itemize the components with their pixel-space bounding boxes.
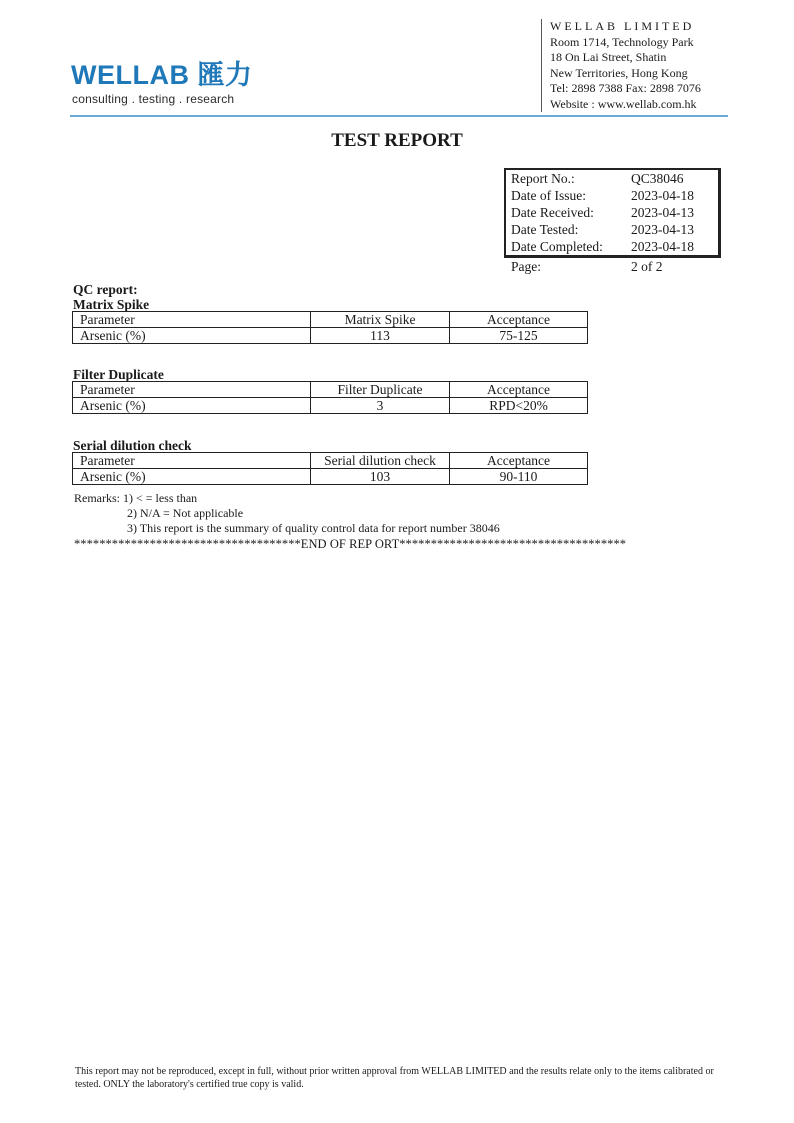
info-value: 2023-04-13 <box>631 205 694 220</box>
info-label: Date Completed: <box>511 239 603 254</box>
qc-report-heading: QC report: <box>73 282 138 297</box>
page-title: TEST REPORT <box>331 130 463 151</box>
info-value: 2023-04-13 <box>631 222 694 237</box>
table-header-row <box>73 312 588 328</box>
table-row <box>73 469 588 485</box>
table-cell: RPD<20% <box>450 398 588 414</box>
remarks-block <box>74 491 500 536</box>
table-cell: Arsenic (%) <box>73 328 311 344</box>
table-cell: 103 <box>311 469 450 485</box>
table-cell: 75-125 <box>450 328 588 344</box>
header-cell: Parameter <box>73 312 311 328</box>
info-label: Report No.: <box>511 171 575 186</box>
address-line: Room 1714, Technology Park <box>550 34 694 49</box>
info-label: Date Tested: <box>511 222 579 237</box>
header-cell: Parameter <box>73 382 311 398</box>
filter-duplicate-table <box>72 381 588 414</box>
table-cell: 3 <box>311 398 450 414</box>
footer-disclaimer: This report may not be reproduced, except in full, without prior written approval from WELLAB LIMITED and the results relate only to the items calibrated or tested. ONLY the laboratory's certified true copy is valid. <box>75 1066 714 1090</box>
remark-line: 3) This report is the summary of quality control data for report number 38046 <box>127 521 500 535</box>
page-number-row <box>511 259 721 275</box>
company-logo: WELLAB 匯力 <box>71 60 253 90</box>
remark-line: 2) N/A = Not applicable <box>127 506 244 520</box>
address-line: New Territories, Hong Kong <box>550 65 688 80</box>
table-cell: 90-110 <box>450 469 588 485</box>
filter-duplicate-title: Filter Duplicate <box>73 367 164 382</box>
date-completed-row <box>506 238 718 255</box>
table-cell: 113 <box>311 328 450 344</box>
table-row <box>73 398 588 414</box>
report-info-box <box>504 168 721 258</box>
header-cell: Filter Duplicate <box>311 382 450 398</box>
website-line: Website : www.wellab.com.hk <box>550 96 697 111</box>
remark-line: Remarks: 1) < = less than <box>74 491 198 505</box>
header-cell: Parameter <box>73 453 311 469</box>
matrix-spike-title: Matrix Spike <box>73 297 150 312</box>
table-cell: Arsenic (%) <box>73 469 311 485</box>
header-cell: Acceptance <box>450 382 588 398</box>
serial-dilution-table <box>72 452 588 485</box>
header-cell: Serial dilution check <box>311 453 450 469</box>
matrix-spike-table <box>72 311 588 344</box>
info-label: Date of Issue: <box>511 188 586 203</box>
header-cell: Matrix Spike <box>311 312 450 328</box>
company-address-block <box>541 19 750 112</box>
table-row <box>73 328 588 344</box>
date-of-issue-row <box>506 187 718 204</box>
header-cell: Acceptance <box>450 453 588 469</box>
table-header-row <box>73 382 588 398</box>
date-tested-row <box>506 221 718 238</box>
info-value: 2023-04-18 <box>631 188 694 203</box>
table-cell: Arsenic (%) <box>73 398 311 414</box>
info-value: 2023-04-18 <box>631 239 694 254</box>
end-of-report-marker: ************************************END OF REP ORT************************************ <box>74 537 627 551</box>
contact-line: Tel: 2898 7388 Fax: 2898 7076 <box>550 81 701 95</box>
page-value: 2 of 2 <box>631 259 663 274</box>
header-cell: Acceptance <box>450 312 588 328</box>
info-label: Date Received: <box>511 205 594 220</box>
table-header-row <box>73 453 588 469</box>
logo-tagline: consulting . testing . research <box>72 92 235 106</box>
address-line: 18 On Lai Street, Shatin <box>550 50 667 64</box>
page-label: Page: <box>511 259 541 274</box>
company-name: WELLAB LIMITED <box>550 19 695 33</box>
date-received-row <box>506 204 718 221</box>
header-divider <box>70 115 728 117</box>
report-no-row <box>506 170 718 187</box>
serial-dilution-title: Serial dilution check <box>73 438 192 453</box>
info-value: QC38046 <box>631 171 684 186</box>
